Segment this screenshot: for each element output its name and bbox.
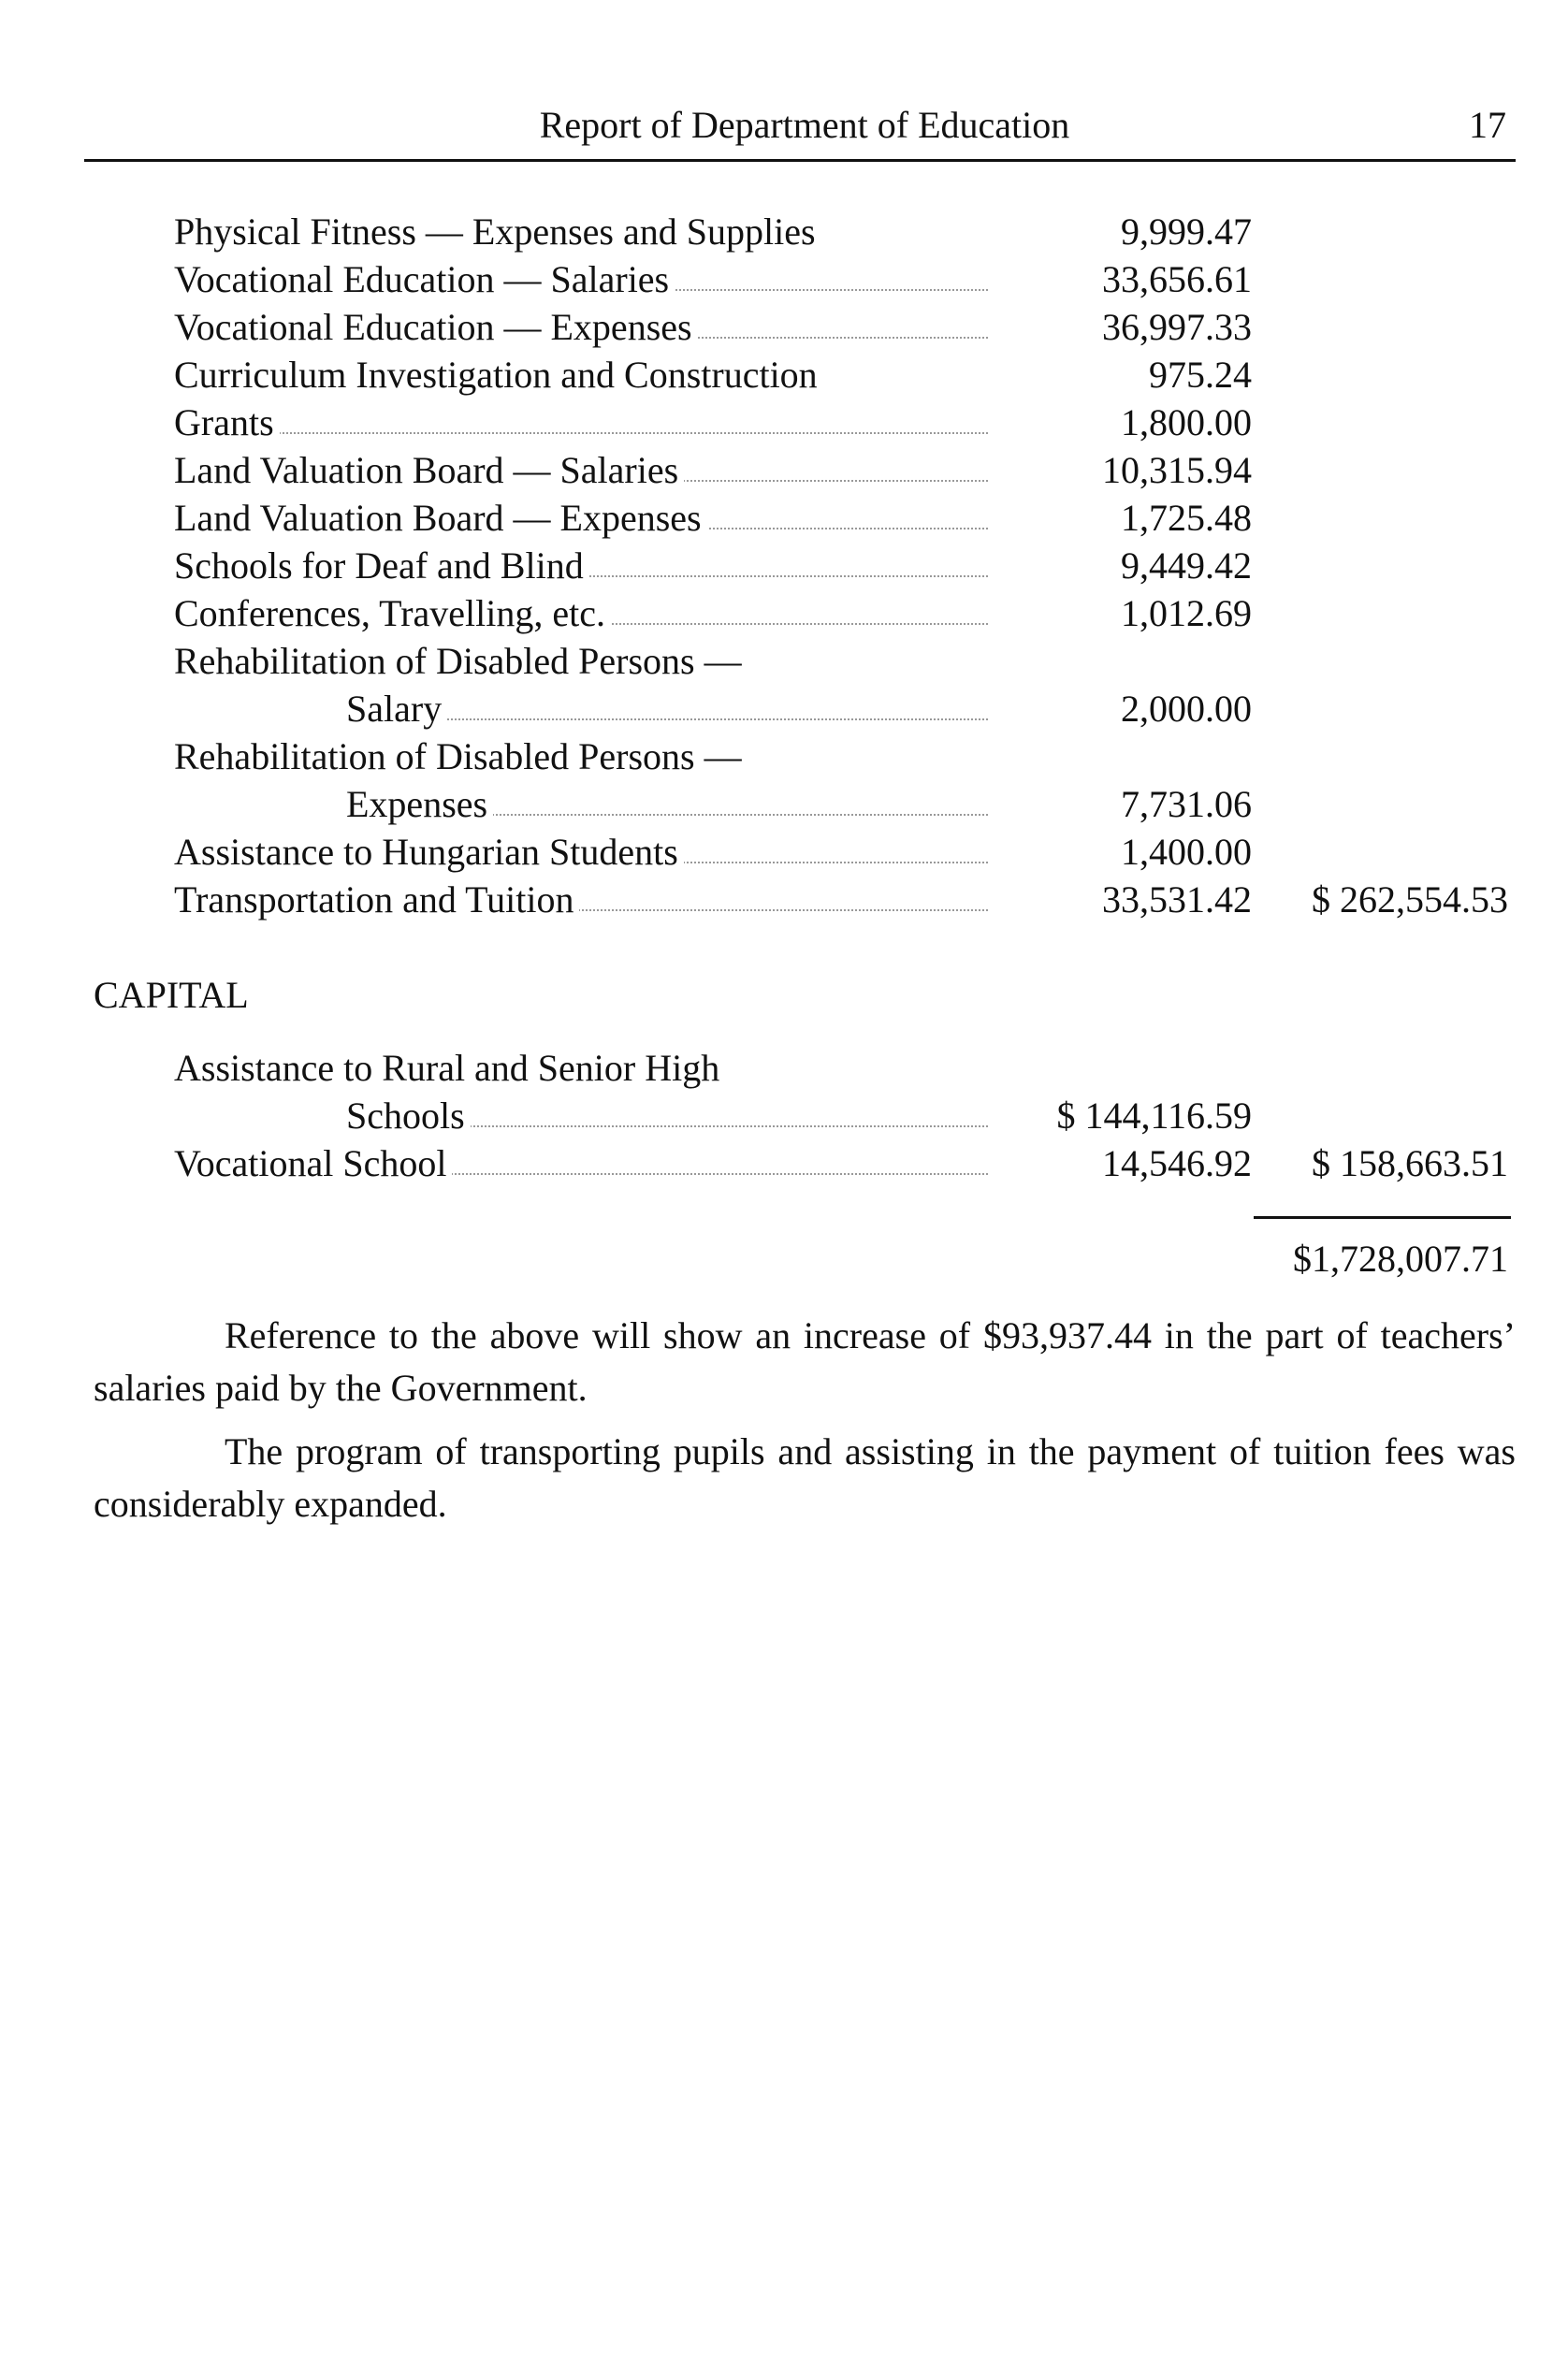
header-rule: [84, 159, 1516, 162]
line-item: [0, 1092, 1568, 1140]
line-item: [0, 399, 1568, 447]
line-item-label: Vocational Education — Salaries: [174, 258, 675, 300]
line-item-label: Schools for Deaf and Blind: [174, 544, 589, 587]
line-item-label: Expenses: [346, 783, 493, 825]
line-item: [0, 1044, 1568, 1093]
line-item-label: Rehabilitation of Disabled Persons —: [174, 640, 748, 682]
line-item-label: Rehabilitation of Disabled Persons —: [174, 735, 748, 777]
line-item-label: Salary: [346, 688, 447, 730]
line-item-amount: 36,997.33: [1102, 306, 1252, 348]
line-item-amount: 9,449.42: [1121, 544, 1252, 587]
section-total: $ 262,554.53: [1312, 878, 1508, 921]
line-item: [0, 351, 1568, 399]
line-item: [0, 589, 1568, 638]
line-item: [0, 446, 1568, 495]
line-item: [0, 255, 1568, 304]
line-item-label: Conferences, Travelling, etc.: [174, 592, 611, 634]
page-number: 17: [1469, 104, 1506, 146]
line-item: [0, 208, 1568, 256]
line-item-amount: 1,400.00: [1121, 831, 1252, 873]
line-item: [0, 303, 1568, 352]
line-item-amount: $ 144,116.59: [1056, 1095, 1252, 1137]
line-item-label: Assistance to Rural and Senior High: [174, 1047, 725, 1089]
line-item-label: Physical Fitness — Expenses and Supplies: [174, 210, 821, 253]
line-item-amount: 1,725.48: [1121, 497, 1252, 539]
line-item-label: Vocational School: [174, 1142, 452, 1184]
line-item: [0, 1139, 1568, 1188]
line-item-amount: 9,999.47: [1121, 210, 1252, 253]
line-item: [0, 732, 1568, 781]
line-item-amount: 33,531.42: [1102, 878, 1252, 921]
section-heading: CAPITAL: [94, 974, 249, 1016]
page-header: [94, 97, 1516, 153]
paragraph: Reference to the above will show an increase of $93,937.44 in the part of teachers’ salaries paid by the Government.: [94, 1314, 1516, 1409]
line-item-label: Land Valuation Board — Salaries: [174, 449, 684, 491]
line-item: [0, 876, 1568, 924]
line-item-label: Land Valuation Board — Expenses: [174, 497, 707, 539]
line-item: [0, 542, 1568, 590]
line-item-amount: 7,731.06: [1121, 783, 1252, 825]
line-item-label: Transportation and Tuition: [174, 878, 579, 921]
line-item-label: Curriculum Investigation and Construction: [174, 354, 823, 396]
line-item: [0, 780, 1568, 829]
line-item-label: Vocational Education — Expenses: [174, 306, 698, 348]
line-item-amount: 14,546.92: [1102, 1142, 1252, 1184]
line-item: [0, 637, 1568, 686]
line-item-amount: 1,012.69: [1121, 592, 1252, 634]
line-item-label: Schools: [346, 1095, 471, 1137]
total-rule: [1254, 1216, 1511, 1219]
line-item-amount: 1,800.00: [1121, 401, 1252, 443]
line-item-amount: 975.24: [1149, 354, 1252, 396]
page-title: Report of Department of Education: [539, 104, 1070, 146]
line-item: [0, 494, 1568, 543]
line-item: [0, 828, 1568, 877]
line-item-amount: 2,000.00: [1121, 688, 1252, 730]
grand-total: $1,728,007.71: [1293, 1238, 1508, 1280]
section-total: $ 158,663.51: [1312, 1142, 1508, 1184]
line-item-amount: 10,315.94: [1102, 449, 1252, 491]
line-item-label: Assistance to Hungarian Students: [174, 831, 684, 873]
line-item-label: Grants: [174, 401, 280, 443]
line-item-amount: 33,656.61: [1102, 258, 1252, 300]
line-item: [0, 685, 1568, 733]
paragraph: The program of transporting pupils and assisting in the payment of tuition fees was considerably expanded.: [94, 1430, 1516, 1525]
